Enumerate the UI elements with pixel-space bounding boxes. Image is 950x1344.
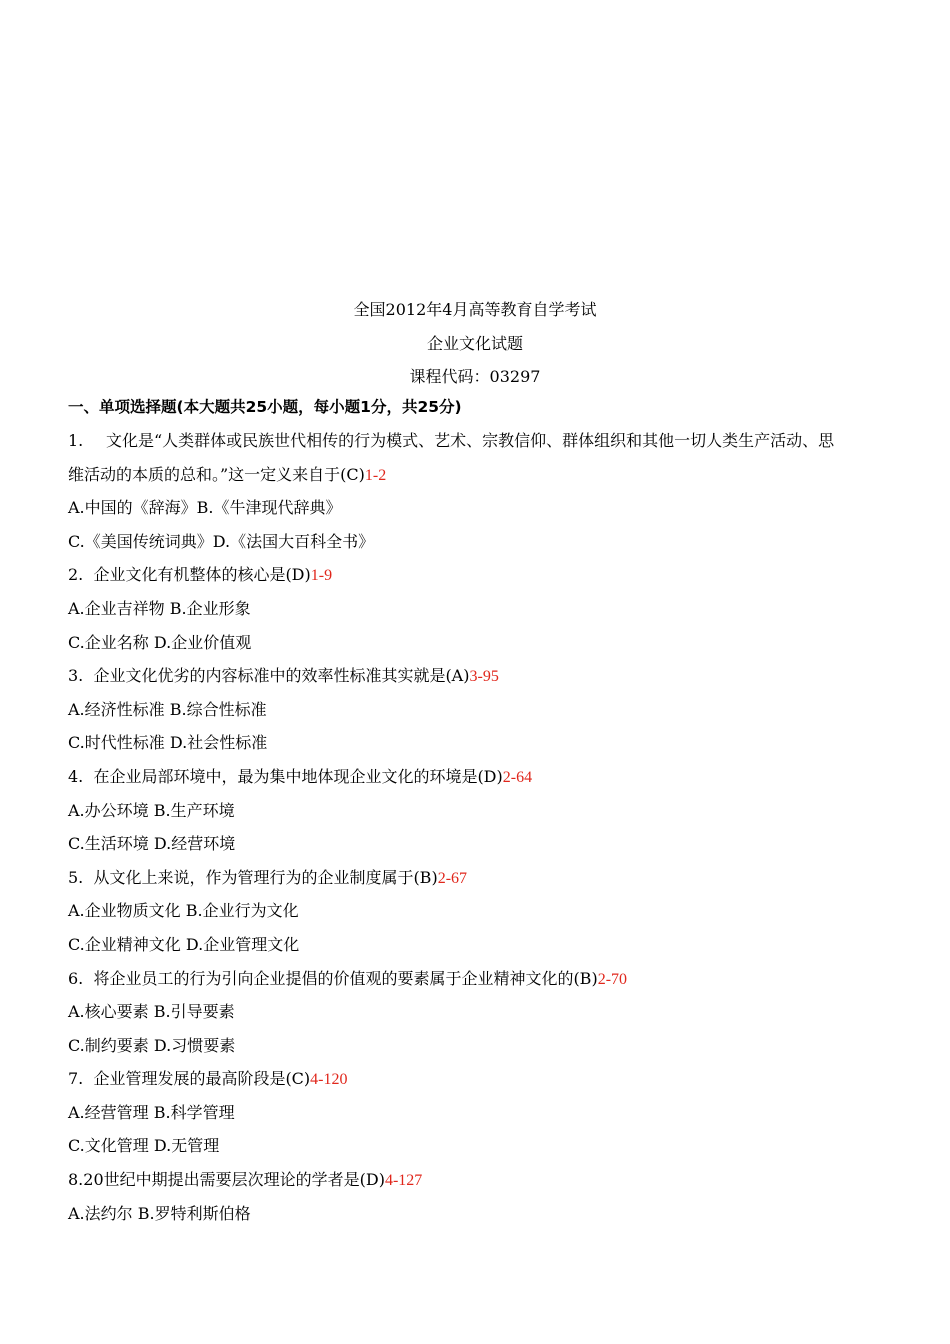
question-2-stem-line	[68, 558, 898, 592]
question-number: 4.	[68, 766, 84, 786]
question-7-stem-line	[68, 1062, 898, 1096]
question-6-stem-line	[68, 962, 898, 996]
question-stem: 企业管理发展的最高阶段是(C)	[93, 1069, 311, 1089]
question-3-options-a-b: A.经济性标准 B.综合性标准	[68, 699, 267, 719]
question-1-options-a-b: A.中国的《辞海》B.《牛津现代辞典》	[68, 498, 342, 518]
question-stem: 在企业局部环境中，最为集中地体现企业文化的环境是(D)	[93, 766, 503, 786]
question-5-options-c-d: C.企业精神文化 D.企业管理文化	[68, 934, 300, 954]
page-reference: 4-127	[384, 1172, 423, 1190]
question-4-options-a-b: A.办公环境 B.生产环境	[68, 800, 235, 820]
question-stem: 将企业员工的行为引向企业提倡的价值观的要素属于企业精神文化的(B)	[93, 968, 598, 988]
course-code: 课程代码：03297	[409, 367, 541, 386]
question-number: 2.	[68, 565, 84, 585]
question-1-line-1	[68, 424, 898, 458]
question-5-stem-line	[68, 861, 898, 895]
question-1-options-c-d: C.《美国传统词典》D.《法国大百科全书》	[68, 531, 375, 551]
question-stem: 维活动的本质的总和。”这一定义来自于(C)	[68, 464, 365, 484]
question-6-options-a-b: A.核心要素 B.引导要素	[68, 1002, 235, 1022]
question-5-options-a-b: A.企业物质文化 B.企业行为文化	[68, 901, 299, 921]
page-reference: 2-67	[437, 869, 468, 887]
question-number: 6.	[68, 968, 84, 988]
page-reference: 1-9	[310, 567, 333, 585]
question-stem: 20世纪中期提出需要层次理论的学者是(D)	[83, 1170, 385, 1190]
question-8-options-a-b: A.法约尔 B.罗特利斯伯格	[68, 1203, 251, 1223]
question-list	[68, 424, 898, 1230]
question-number: 3.	[68, 666, 84, 686]
question-2-options-c-d: C.企业名称 D.企业价值观	[68, 632, 252, 652]
question-4-stem-line	[68, 760, 898, 794]
question-number: 1.	[68, 431, 84, 450]
page-reference: 3-95	[469, 668, 499, 686]
question-3-options-c-d: C.时代性标准 D.社会性标准	[68, 733, 268, 753]
exam-title: 全国2012年4月高等教育自学考试	[353, 300, 597, 319]
question-stem: 文化是“人类群体或民族世代相传的行为模式、艺术、宗教信仰、群体组织和其他一切人类生产活动、思	[106, 431, 835, 450]
question-stem: 企业文化有机整体的核心是(D)	[93, 565, 311, 585]
page-reference: 1-2	[364, 466, 387, 484]
question-7-options-a-b: A.经营管理 B.科学管理	[68, 1102, 235, 1122]
question-number: 7.	[68, 1069, 84, 1089]
question-8-stem-line	[68, 1163, 898, 1197]
page-reference: 2-70	[597, 970, 628, 988]
question-7-options-c-d: C.文化管理 D.无管理	[68, 1136, 220, 1156]
question-3-stem-line	[68, 659, 898, 693]
page-reference: 2-64	[502, 768, 533, 786]
question-stem: 从文化上来说，作为管理行为的企业制度属于(B)	[93, 867, 438, 887]
question-4-options-c-d: C.生活环境 D.经营环境	[68, 834, 236, 854]
exam-subject: 企业文化试题	[426, 334, 523, 353]
section-title: 一、单项选择题(本大题共25小题，每小题1分，共25分)	[68, 398, 462, 416]
question-number: 5.	[68, 867, 84, 887]
page-reference: 4-120	[310, 1071, 348, 1089]
question-1-line-2	[68, 458, 898, 492]
question-2-options-a-b: A.企业吉祥物 B.企业形象	[68, 598, 251, 618]
question-stem: 企业文化优劣的内容标准中的效率性标准其实就是(A)	[93, 666, 470, 686]
question-6-options-c-d: C.制约要素 D.习惯要素	[68, 1035, 236, 1055]
question-number: 8.	[68, 1170, 84, 1190]
